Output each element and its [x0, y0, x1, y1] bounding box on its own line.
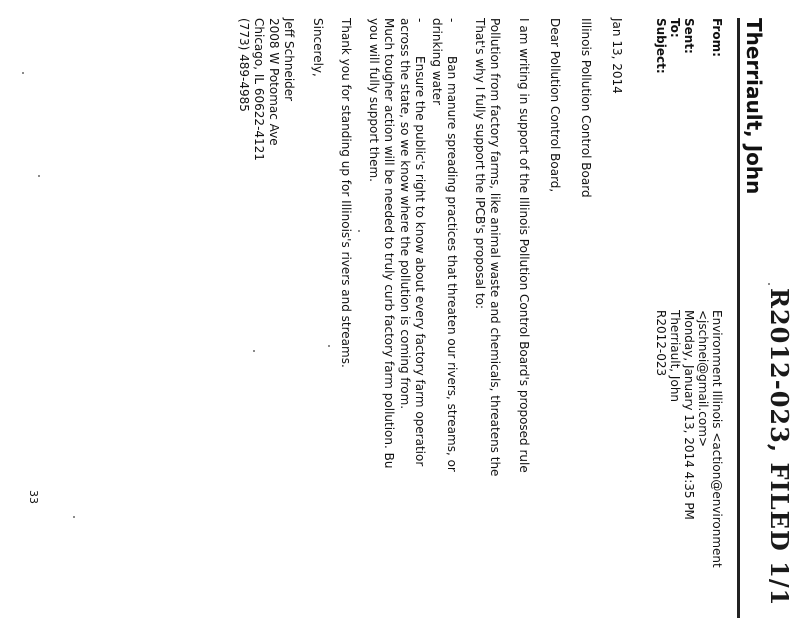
bullet-2-line-2: across the state, so we know where the pollution is coming from. — [398, 18, 412, 410]
paragraph-4: Thank you for standing up for Illinois's rivers and streams. — [339, 18, 353, 368]
paragraph-1: I am writing in support of the Illinois Pollution Control Board's proposed rule — [517, 18, 531, 473]
paragraph-3-line-2: you will fully support them. — [367, 18, 381, 182]
paragraph-2-line-1: Pollution from factory farms, like animal waste and chemicals, threatens the — [488, 18, 502, 477]
signature-phone: (773) 489-4985 — [237, 18, 251, 112]
scan-speck — [38, 175, 40, 177]
scan-speck — [22, 72, 24, 74]
filing-stamp: R2012-023, FILED 1/1 — [765, 288, 794, 607]
signature-city: Chicago, IL 60622-4121 — [252, 18, 266, 161]
bullet-1-line-1: Ban manure spreading practices that threaten our rivers, streams, or — [445, 56, 459, 472]
subject-value: R2012-023 — [654, 310, 668, 377]
scan-speck — [253, 350, 255, 352]
bullet-dash: - — [445, 18, 459, 23]
header-rule — [737, 18, 740, 618]
signature-name: Jeff Schneider — [282, 18, 296, 102]
from-value: Environment Illinois <action@environment — [710, 310, 724, 568]
to-label: To: — [668, 18, 682, 38]
subject-label: Subject: — [654, 18, 668, 74]
letter-date: Jan 13, 2014 — [610, 18, 624, 94]
bullet-1-line-2: drinking water — [430, 18, 444, 105]
letter-closing: Sincerely, — [311, 18, 325, 77]
page-number: 33 — [27, 490, 40, 504]
scan-speck — [328, 345, 330, 347]
paragraph-2-line-2: That's why I fully support the IPCB's proposal to: — [473, 18, 487, 310]
letter-salutation: Dear Pollution Control Board, — [548, 18, 562, 193]
letter-recipient: Illinois Pollution Control Board — [579, 18, 593, 198]
paragraph-3-line-1: Much tougher action will be needed to truly curb factory farm pollution. Bu — [382, 18, 396, 469]
sent-value: Monday, January 13, 2014 4:35 PM — [682, 310, 696, 520]
from-label: From: — [710, 18, 724, 57]
sent-label: Sent: — [682, 18, 696, 54]
scan-speck — [358, 230, 360, 232]
scan-speck — [73, 516, 75, 518]
to-value: Therriault, John — [668, 310, 682, 403]
signature-street: 2008 W Potomac Ave — [267, 18, 281, 146]
scan-speck — [768, 283, 770, 285]
bullet-2-line-1: Ensure the public's right to know about every factory farm operatior — [413, 56, 427, 467]
bullet-dash: - — [413, 18, 427, 23]
from-value-email: <jschnei@gmail.com> — [696, 310, 710, 447]
sender-name-heading: Therriault, John — [742, 18, 766, 195]
